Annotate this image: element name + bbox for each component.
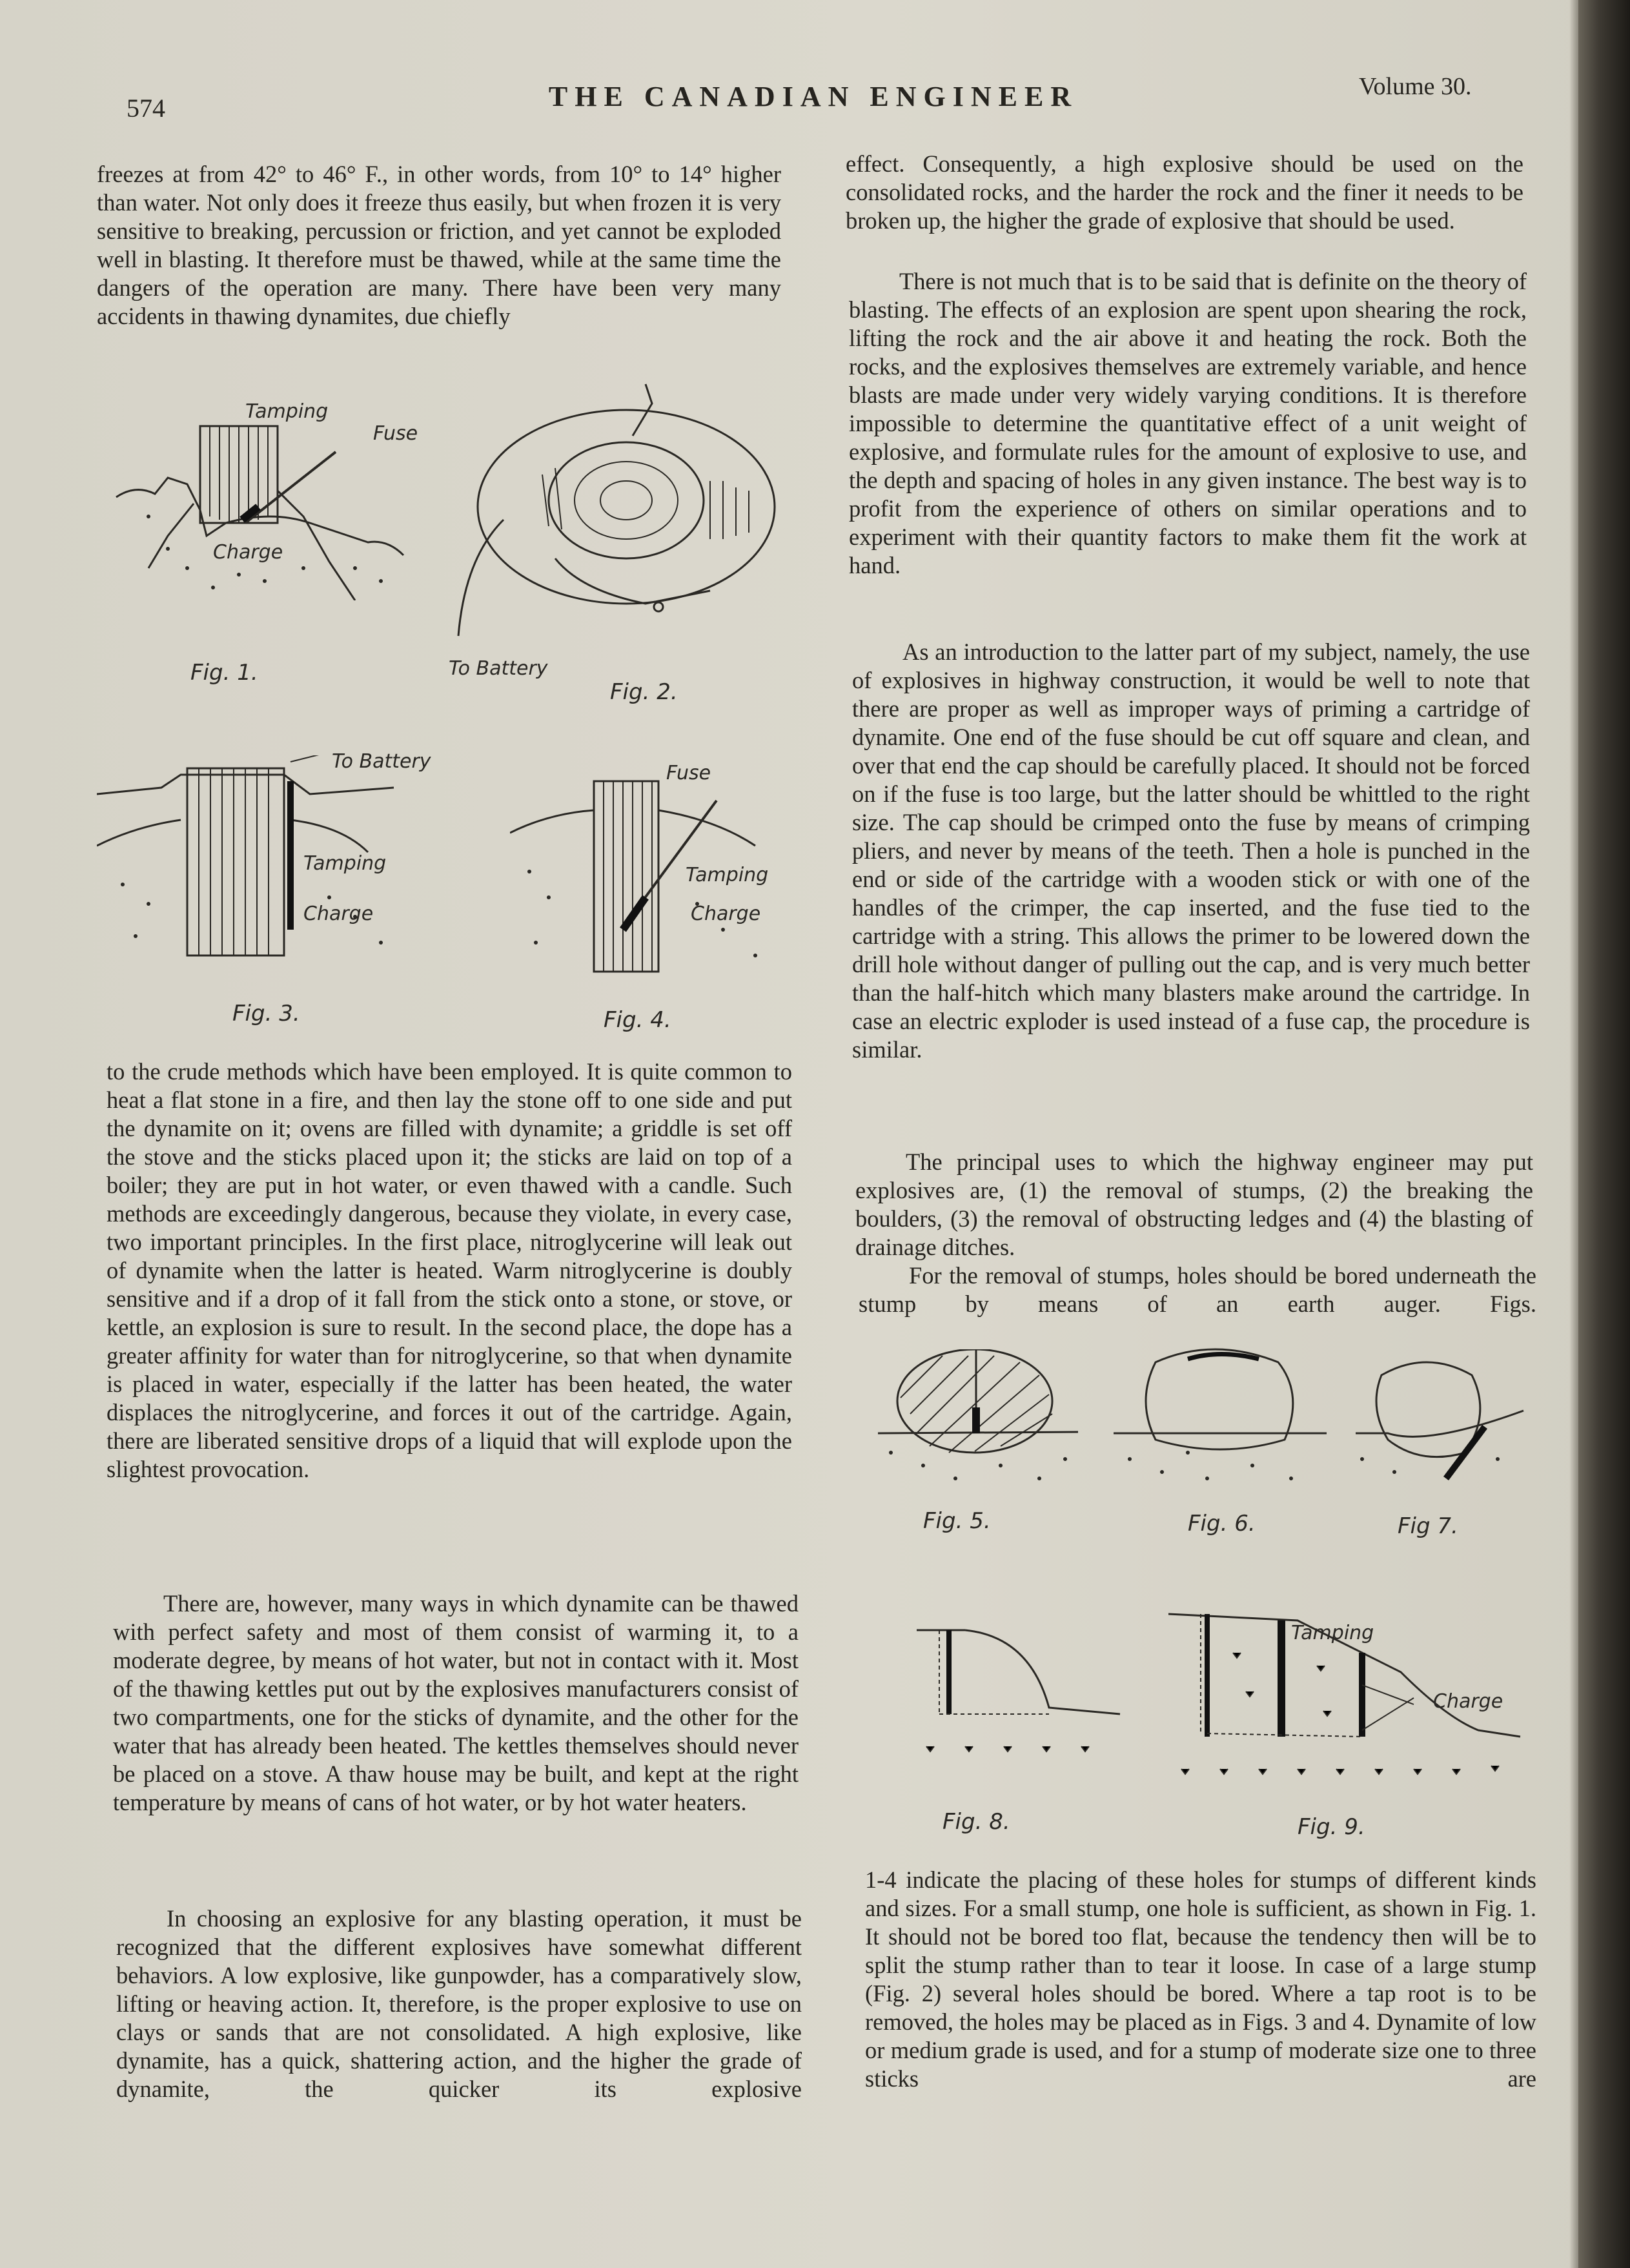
right-paragraph-2: There is not much that is to be said that is definite on the theory of blasting. The effects of an explosion are spent upon shearing the rock, lifting the rock and the air above it and heating the rock. Both the rocks, and the explosives themselves are extremely variable, and hence blasts are made under very widely varying conditions. It is therefore impossible to determine the quantitative effect of a unit weight of explosive, and formulate rules for the amount of explosive to use, and the depth and spacing of holes in any given instance. The best way is to profit from the experience of others on similar operations and to experiment with their quantity factors to make them fit the work at hand. (849, 268, 1527, 578)
left-paragraph-2: to the crude methods which have been employed. It is quite common to heat a flat stone in a fire, and then lay the stone off to one side and put the dynamite on it; ovens are filled with dynamite; a griddle is set off the stove and the sticks placed upon it; the sticks are laid on top of a boiler; they are put in hot water, or even thawed with a candle. Such methods are exceedingly dangerous, because they violate, in every case, two important principles. In the first place, nitroglycerine will leak out of dynamite when the latter is heated. Warm nitroglycerine is doubly sensitive and if a drop of it fall from the stick onto a stone, or stove, or kettle, an explosion is sure to result. In the second place, the dope has a greater affinity for water than for nitroglycerine, so that when dynamite is placed in water, especially if the latter has been heated, the water displaces the nitroglycerine, and forces it out of the cartridge. Again, there are liberated sensitive drops of a liquid that will explode upon the slightest provocation. (107, 1058, 792, 1482)
fig1-caption: Fig. 1. (190, 660, 258, 686)
fig2-battery-label: To Battery (449, 657, 548, 680)
fig4-caption: Fig. 4. (604, 1007, 671, 1033)
right-paragraph-4: The principal uses to which the highway engineer may put explosives are, (1) the removal of stumps, (2) the breaking the boulders, (3) the removal of obstructing ledges and (4) the blasting of drainage ditches. (855, 1149, 1533, 1260)
fig6-caption: Fig. 6. (1188, 1511, 1256, 1537)
journal-title: THE CANADIAN ENGINEER (548, 81, 1079, 112)
fig4-fuse-label: Fuse (666, 762, 711, 784)
fig3-caption: Fig. 3. (232, 1001, 300, 1027)
left-paragraph-4: In choosing an explosive for any blasting operation, it must be recognized that the different explosives have somewhat different behaviors. A low explosive, like gunpowder, has a comparatively slow, lifting or heaving action. It, therefore, is the proper explosive to use on clays or sands that are not consolidated. A high explosive, like dynamite, has a quick, shattering action, and the higher the grade of dynamite, the quicker its explosive (116, 1905, 802, 2102)
fig7-caption: Fig 7. (1398, 1513, 1458, 1539)
volume-label: Volume 30. (1359, 73, 1472, 100)
left-paragraph-3: There are, however, many ways in which dynamite can be thawed with perfect safety and most of them consist of warming it, to a moderate degree, by means of hot water, but not in contact with it. Most of the thawing kettles put out by the explosives manufacturers consist of two compartments, one for the sticks of dynamite, and the other for the water that has already been heated. The kettles themselves should never be placed on a stove. A thaw house may be built, and kept at the right temperature by means of cans of hot water, or by hot water heaters. (113, 1590, 799, 1815)
fig2-caption: Fig. 2. (610, 679, 678, 705)
fig3-tamping-label: Tamping (303, 852, 387, 875)
figure-6 (1110, 1336, 1330, 1498)
fig4-tamping-label: Tamping (686, 864, 769, 886)
fig3-battery-label: To Battery (332, 750, 431, 773)
fig1-charge-label: Charge (213, 541, 283, 564)
figure-5 (871, 1349, 1085, 1498)
left-paragraph-1: freezes at from 42° to 46° F., in other words, from 10° to 14° higher than water. Not only does it freeze thus easily, but when frozen it is very sensitive to breaking, percussion or friction, and yet cannot be exploded well in blasting. It therefore must be thawed, while at the same time the dangers of the operation are many. There have been very many accidents in thawing dynamites, due chiefly (97, 161, 781, 329)
fig9-caption: Fig. 9. (1298, 1814, 1365, 1840)
right-paragraph-5: For the removal of stumps, holes should be bored underneath the stump by means of an earth auger. Figs. (859, 1262, 1536, 1317)
right-paragraph-6: 1-4 indicate the placing of these holes for stumps of different kinds and sizes. For a small stump, one hole is sufficient, as shown in Fig. 1. It should not be bored too flat, because the tendency then will be to split the stump rather than to tear it loose. In case of a large stump (Fig. 2) several holes should be bored. Where a tap root is to be removed, the holes may be placed as in Figs. 3 and 4. Dynamite of low or medium grade is used, and for a stump of moderate size one to three sticks are (865, 1866, 1536, 2092)
fig1-fuse-label: Fuse (373, 422, 418, 445)
book-spine (1578, 0, 1630, 2268)
fig4-charge-label: Charge (691, 903, 761, 925)
page-number: 574 (127, 94, 165, 123)
fig9-charge-label: Charge (1433, 1690, 1503, 1713)
fig5-caption: Fig. 5. (923, 1508, 991, 1534)
right-paragraph-1: effect. Consequently, a high explosive should be used on the consolidated rocks, and the harder the rock and the finer it needs to be broken up, the higher the grade of explosive that should be used. (846, 150, 1523, 234)
right-paragraph-3: As an introduction to the latter part of my subject, namely, the use of explosives in highway construction, it would be well to note that there are proper as well as improper ways of priming a cartridge of dynamite. One end of the fuse should be cut off square and clean, and over that end the cap should be carefully placed. It should not be forced on if the fuse is too large, but the latter should be whittled to the right size. The cap should be crimped onto the fuse by means of crimping pliers, and never by means of the teeth. Then a hole is punched in the end or side of the cartridge with a wooden stick or with one of the handles of the crimper, the cap inserted, and the fuse tied to the cartridge with a string. This allows the primer to be lowered down the drill hole without danger of pulling out the cap, and is very much better than the half-hitch which many blasters make around the cartridge. In case an electric exploder is used instead of a fuse cap, the procedure is similar. (852, 639, 1530, 1063)
figure-2 (439, 378, 800, 655)
fig8-caption: Fig. 8. (942, 1809, 1010, 1835)
fig1-tamping-label: Tamping (245, 400, 329, 423)
fig9-tamping-label: Tamping (1291, 1622, 1374, 1644)
fig3-charge-label: Charge (303, 903, 374, 925)
figure-8 (913, 1617, 1126, 1766)
page-gutter-shadow (1569, 0, 1578, 2268)
figure-7 (1349, 1349, 1530, 1498)
